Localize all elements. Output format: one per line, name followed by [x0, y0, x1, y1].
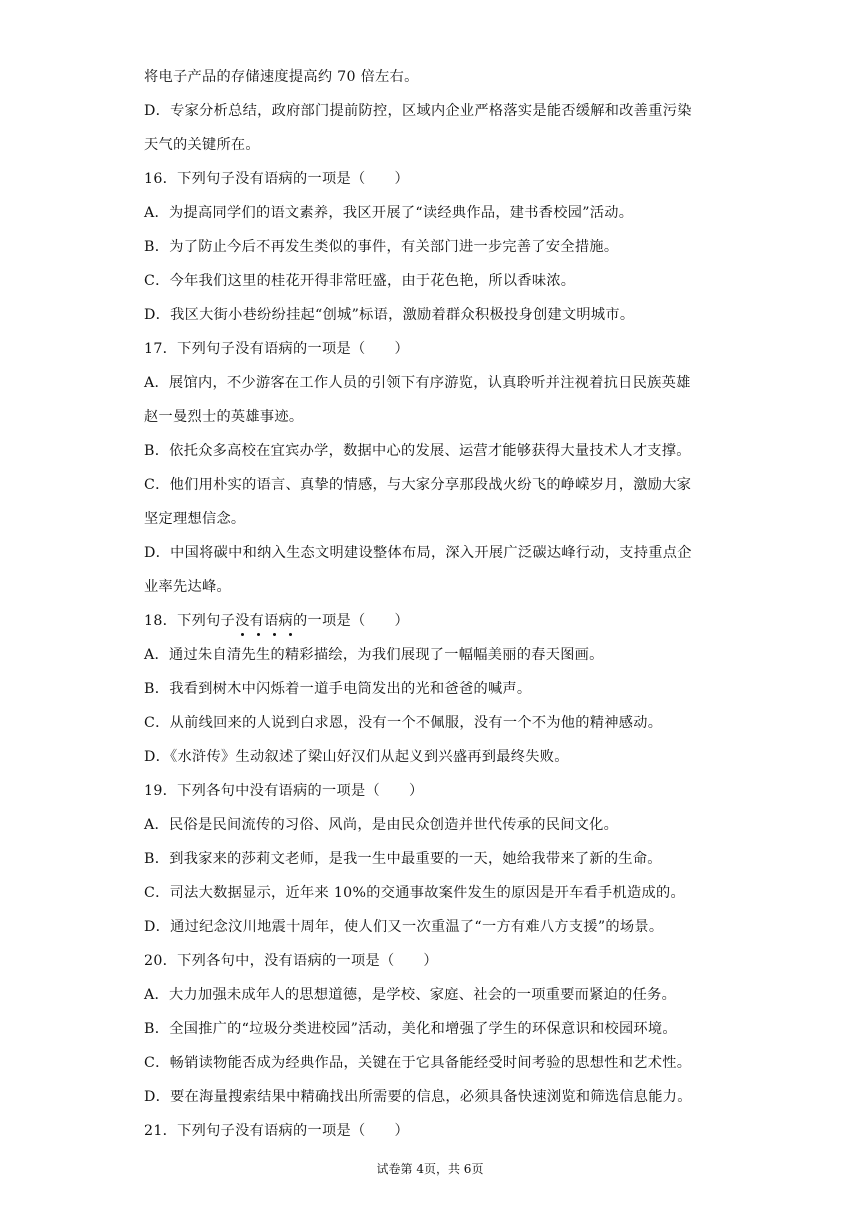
text-line: D．我区大街小巷纷纷挂起“创城”标语，激励着群众积极投身创建文明城市。: [144, 307, 635, 323]
text-line: B．为了防止今后不再发生类似的事件，有关部门进一步完善了安全措施。: [144, 239, 619, 255]
text-line: A．为提高同学们的语文素养，我区开展了“读经典作品，建书香校园”活动。: [144, 205, 634, 221]
emphasis-dot: [241, 633, 244, 636]
emphasis-dot: [273, 633, 276, 636]
text-line: 17．下列句子没有语病的一项是（ ）: [144, 341, 409, 357]
text-line: A．民俗是民间流传的习俗、风尚，是由民众创造并世代传承的民间文化。: [144, 817, 619, 833]
text-line: 赵一曼烈士的英雄事迹。: [144, 409, 304, 425]
text-line: D．《水浒传》生动叙述了梁山好汉们从起义到兴盛再到最终失败。: [144, 749, 569, 765]
text-line: 业率先达峰。: [144, 579, 231, 595]
text-line: A．展馆内，不少游客在工作人员的引领下有序游览，认真聆听并注视着抗日民族英雄: [144, 375, 691, 391]
page-footer: 试卷第 4页，共 6页: [376, 1162, 484, 1176]
text-line: 19．下列各句中没有语病的一项是（ ）: [144, 783, 424, 799]
emphasis-dot: [257, 633, 260, 636]
text-line: B．全国推广的“垃圾分类进校园”活动，美化和增强了学生的环保意识和校园环境。: [144, 1021, 677, 1037]
text-line: B．依托众多高校在宜宾办学，数据中心的发展、运营才能够获得大量技术人才支撑。: [144, 443, 691, 459]
text-line: A．通过朱自清先生的精彩描绘，为我们展现了一幅幅美丽的春天图画。: [144, 647, 604, 663]
text-line: 天气的关键所在。: [144, 137, 260, 153]
text-line: D．要在海量搜索结果中精确找出所需要的信息，必须具备快速浏览和筛选信息能力。: [144, 1089, 692, 1105]
text-line: D．通过纪念汶川地震十周年，使人们又一次重温了“一方有难八方支援”的场景。: [144, 919, 664, 935]
text-line: C．他们用朴实的语言、真挚的情感，与大家分享那段战火纷飞的峥嵘岁月，激励大家: [144, 477, 692, 493]
text-line: A．大力加强未成年人的思想道德，是学校、家庭、社会的一项重要而紧迫的任务。: [144, 987, 677, 1003]
text-line: 16．下列句子没有语病的一项是（ ）: [144, 171, 409, 187]
text-line: C．司法大数据显示，近年来 10%的交通事故案件发生的原因是开车看手机造成的。: [144, 885, 685, 901]
text-line: C．从前线回来的人说到白求恩，没有一个不佩服，没有一个不为他的精神感动。: [144, 715, 663, 731]
text-line: C．今年我们这里的桂花开得非常旺盛，由于花色艳，所以香味浓。: [144, 273, 576, 289]
text-line: B．我看到树木中闪烁着一道手电筒发出的光和爸爸的喊声。: [144, 681, 532, 697]
text-line: 21．下列句子没有语病的一项是（ ）: [144, 1123, 409, 1139]
text-line: D．中国将碳中和纳入生态文明建设整体布局，深入开展广泛碳达峰行动，支持重点企: [144, 545, 692, 561]
text-line: 20．下列各句中，没有语病的一项是（ ）: [144, 953, 438, 969]
emphasis-dot: [289, 633, 292, 636]
text-line: 坚定理想信念。: [144, 511, 246, 527]
text-line: B．到我家来的莎莉文老师，是我一生中最重要的一天，她给我带来了新的生命。: [144, 851, 662, 867]
text-line: 18．下列句子没有语病的一项是（ ）: [144, 611, 724, 631]
text-line: C．畅销读物能否成为经典作品，关键在于它具备能经受时间考验的思想性和艺术性。: [144, 1055, 692, 1071]
text-line: D．专家分析总结，政府部门提前防控，区域内企业严格落实是能否缓解和改善重污染: [144, 103, 692, 119]
text-line: 将电子产品的存储速度提高约 70 倍左右。: [144, 69, 419, 85]
